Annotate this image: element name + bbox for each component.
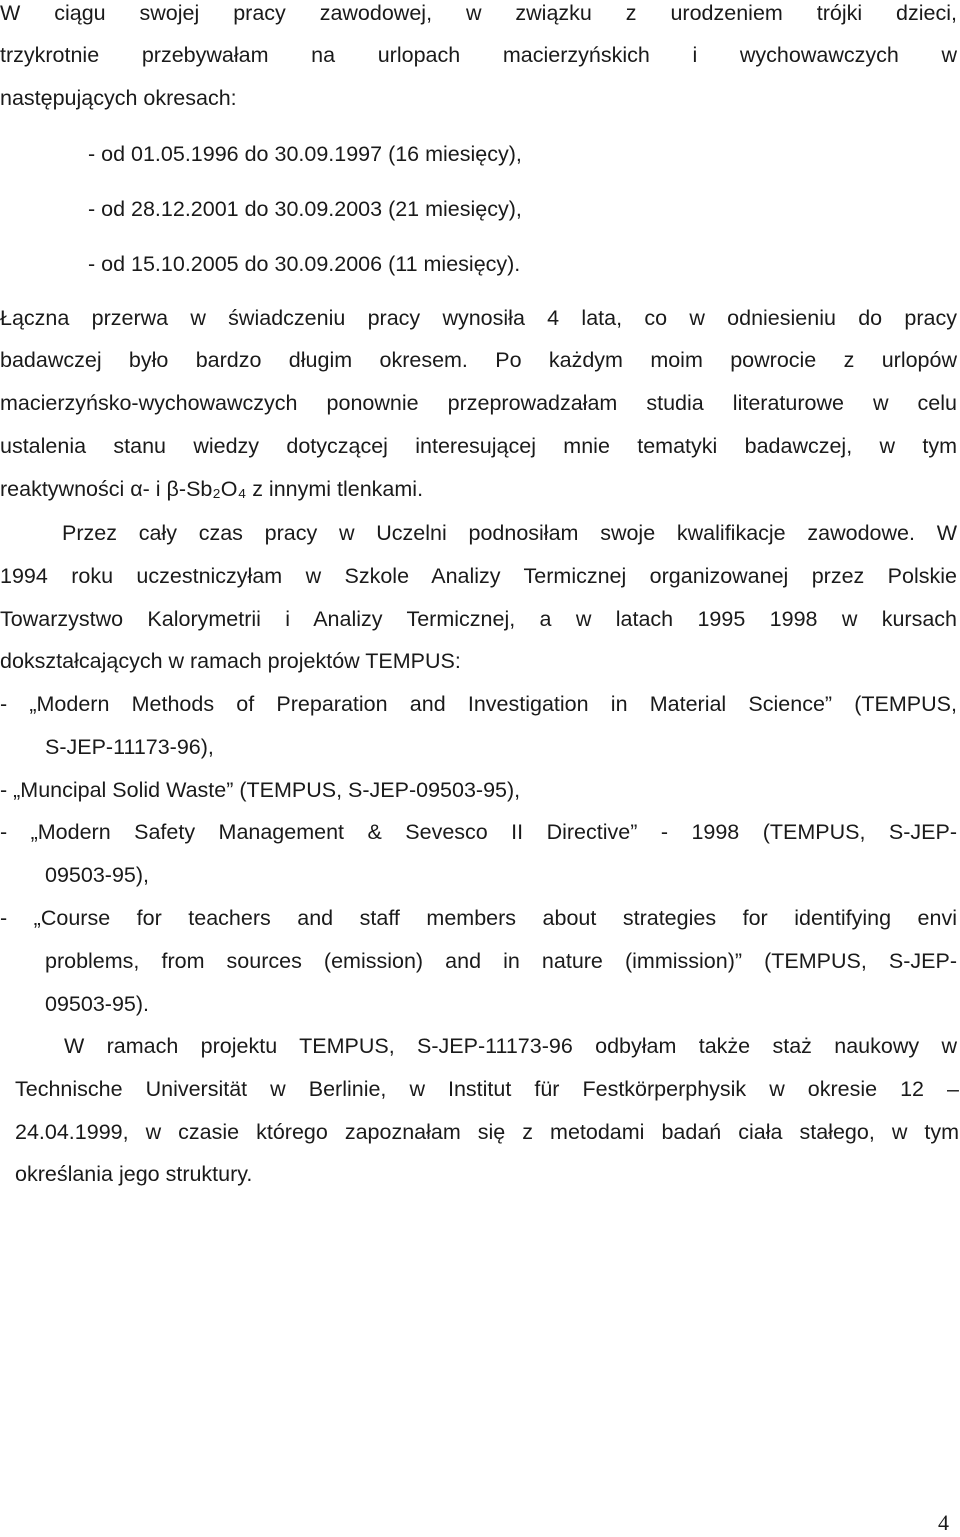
leave-period-item: - od 28.12.2001 do 30.09.2003 (21 miesięcy), [88,197,522,221]
course-item: - „Modern Safety Management & Sevesco II Directive” - 1998 (TEMPUS, S-JEP- [0,820,957,844]
paragraph-line: ustalenia stanu wiedzy dotyczącej interesującej mnie tematyki badawczej, w tym [0,434,957,458]
course-item: - „Muncipal Solid Waste” (TEMPUS, S-JEP-09503-95), [0,778,521,802]
course-item-continuation: 09503-95). [45,992,149,1016]
paragraph-line: 24.04.1999, w czasie którego zapoznałam się z metodami badań ciała stałego, w tym [15,1120,959,1144]
course-item: - „Course for teachers and staff members about strategies for identifying envi [0,906,957,930]
paragraph-line: trzykrotnie przebywałam na urlopach macierzyńskich i wychowawczych w [0,43,957,67]
leave-period-item: - od 01.05.1996 do 30.09.1997 (16 miesięcy), [88,142,522,166]
paragraph-line: Technische Universität w Berlinie, w Institut für Festkörperphysik w okresie 12 – [15,1077,959,1101]
paragraph-line: Łączna przerwa w świadczeniu pracy wynosiła 4 lata, co w odniesieniu do pracy [0,306,957,330]
paragraph-line: macierzyńsko-wychowawczych ponownie przeprowadzałam studia literaturowe w celu [0,391,957,415]
paragraph-line: W ramach projektu TEMPUS, S-JEP-11173-96 odbyłam także staż naukowy w [64,1034,957,1058]
course-item-continuation: S-JEP-11173-96), [45,735,214,759]
course-item-continuation: 09503-95), [45,863,149,887]
paragraph-line: 1994 roku uczestniczyłam w Szkole Analizy Termicznej organizowanej przez Polskie [0,564,957,588]
leave-period-item: - od 15.10.2005 do 30.09.2006 (11 miesięcy). [88,252,521,276]
paragraph-line: następujących okresach: [0,86,237,110]
paragraph-line: określania jego struktury. [15,1162,253,1186]
paragraph-line: Przez cały czas pracy w Uczelni podnosiłam swoje kwalifikacje zawodowe. W [62,521,957,545]
paragraph-line: reaktywności α- i β-Sb₂O₄ z innymi tlenkami. [0,477,424,501]
course-item-continuation: problems, from sources (emission) and in nature (immission)” (TEMPUS, S-JEP- [45,949,957,973]
paragraph-line: Towarzystwo Kalorymetrii i Analizy Termicznej, a w latach 1995 1998 w kursach [0,607,957,631]
course-item: - „Modern Methods of Preparation and Investigation in Material Science” (TEMPUS, [0,692,957,716]
paragraph-line: badawczej było bardzo długim okresem. Po każdym moim powrocie z urlopów [0,348,957,372]
paragraph-line: W ciągu swojej pracy zawodowej, w związku z urodzeniem trójki dzieci, [0,1,957,25]
page-number: 4 [938,1510,949,1535]
paragraph-line: dokształcających w ramach projektów TEMPUS: [0,649,461,673]
